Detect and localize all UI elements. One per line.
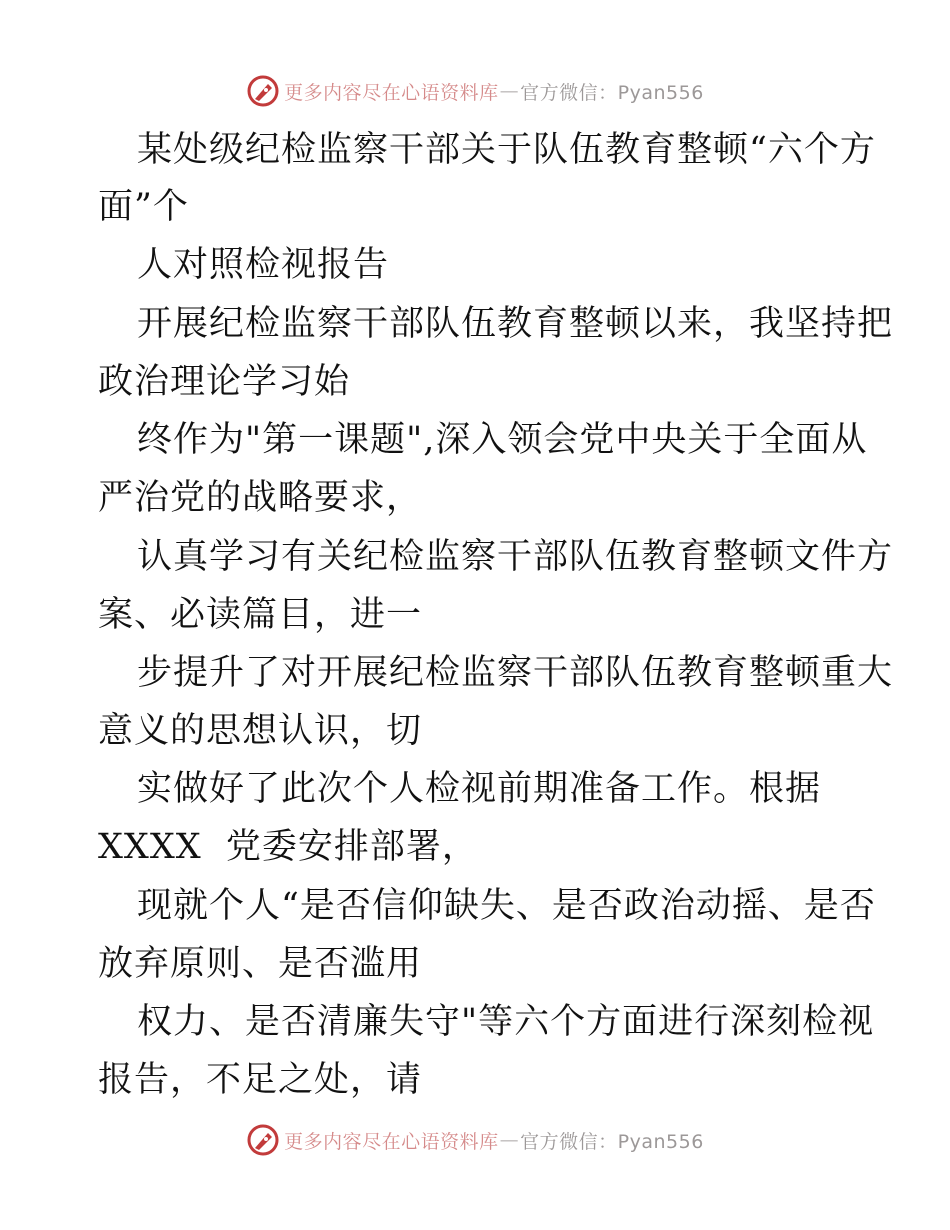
- pen-nib-circle-icon: [246, 1123, 280, 1157]
- watermark-text: 更多内容尽在心语资料库: [284, 81, 499, 104]
- watermark-separator: —: [499, 80, 520, 102]
- watermark-text: 更多内容尽在心语资料库: [284, 1130, 499, 1153]
- paragraph-line: XXXX 党委安排部署，: [98, 827, 478, 867]
- paragraph-line: 现就个人“是否信仰缺失、是否政治动摇、是否: [137, 886, 876, 926]
- paragraph-line: 报告，不足之处，请: [98, 1060, 423, 1100]
- doc-title-line-3: 人对照检视报告: [137, 245, 390, 285]
- doc-title-line-1: 某处级纪检监察干部关于队伍教育整顿“六个方: [137, 130, 876, 170]
- paragraph-line: 意义的思想认识，切: [98, 711, 423, 751]
- paragraph-line: 案、必读篇目，进一: [98, 595, 423, 635]
- watermark-contact: 官方微信：Pyan556: [520, 81, 704, 104]
- footer-watermark: [0, 1120, 950, 1160]
- paragraph-line: 实做好了此次个人检视前期准备工作。根据: [137, 769, 822, 809]
- paragraph-line: 严治党的战略要求，: [98, 478, 423, 518]
- paragraph-line: 权力、是否清廉失守"等六个方面进行深刻检视: [137, 1002, 875, 1042]
- watermark-separator: —: [499, 1129, 520, 1151]
- paragraph-line: 政治理论学习始: [98, 362, 351, 402]
- doc-title-line-2: 面”个: [98, 187, 189, 227]
- paragraph-line: 放弃原则、是否滥用: [98, 944, 423, 984]
- paragraph-line: 开展纪检监察干部队伍教育整顿以来，我坚持把: [137, 304, 894, 344]
- watermark-contact: 官方微信：Pyan556: [520, 1130, 704, 1153]
- paragraph-line: 终作为"第一课题",深入领会党中央关于全面从: [137, 420, 868, 460]
- paragraph-line: 步提升了对开展纪检监察干部队伍教育整顿重大: [137, 653, 894, 693]
- paragraph-line: 认真学习有关纪检监察干部队伍教育整顿文件方: [137, 537, 894, 577]
